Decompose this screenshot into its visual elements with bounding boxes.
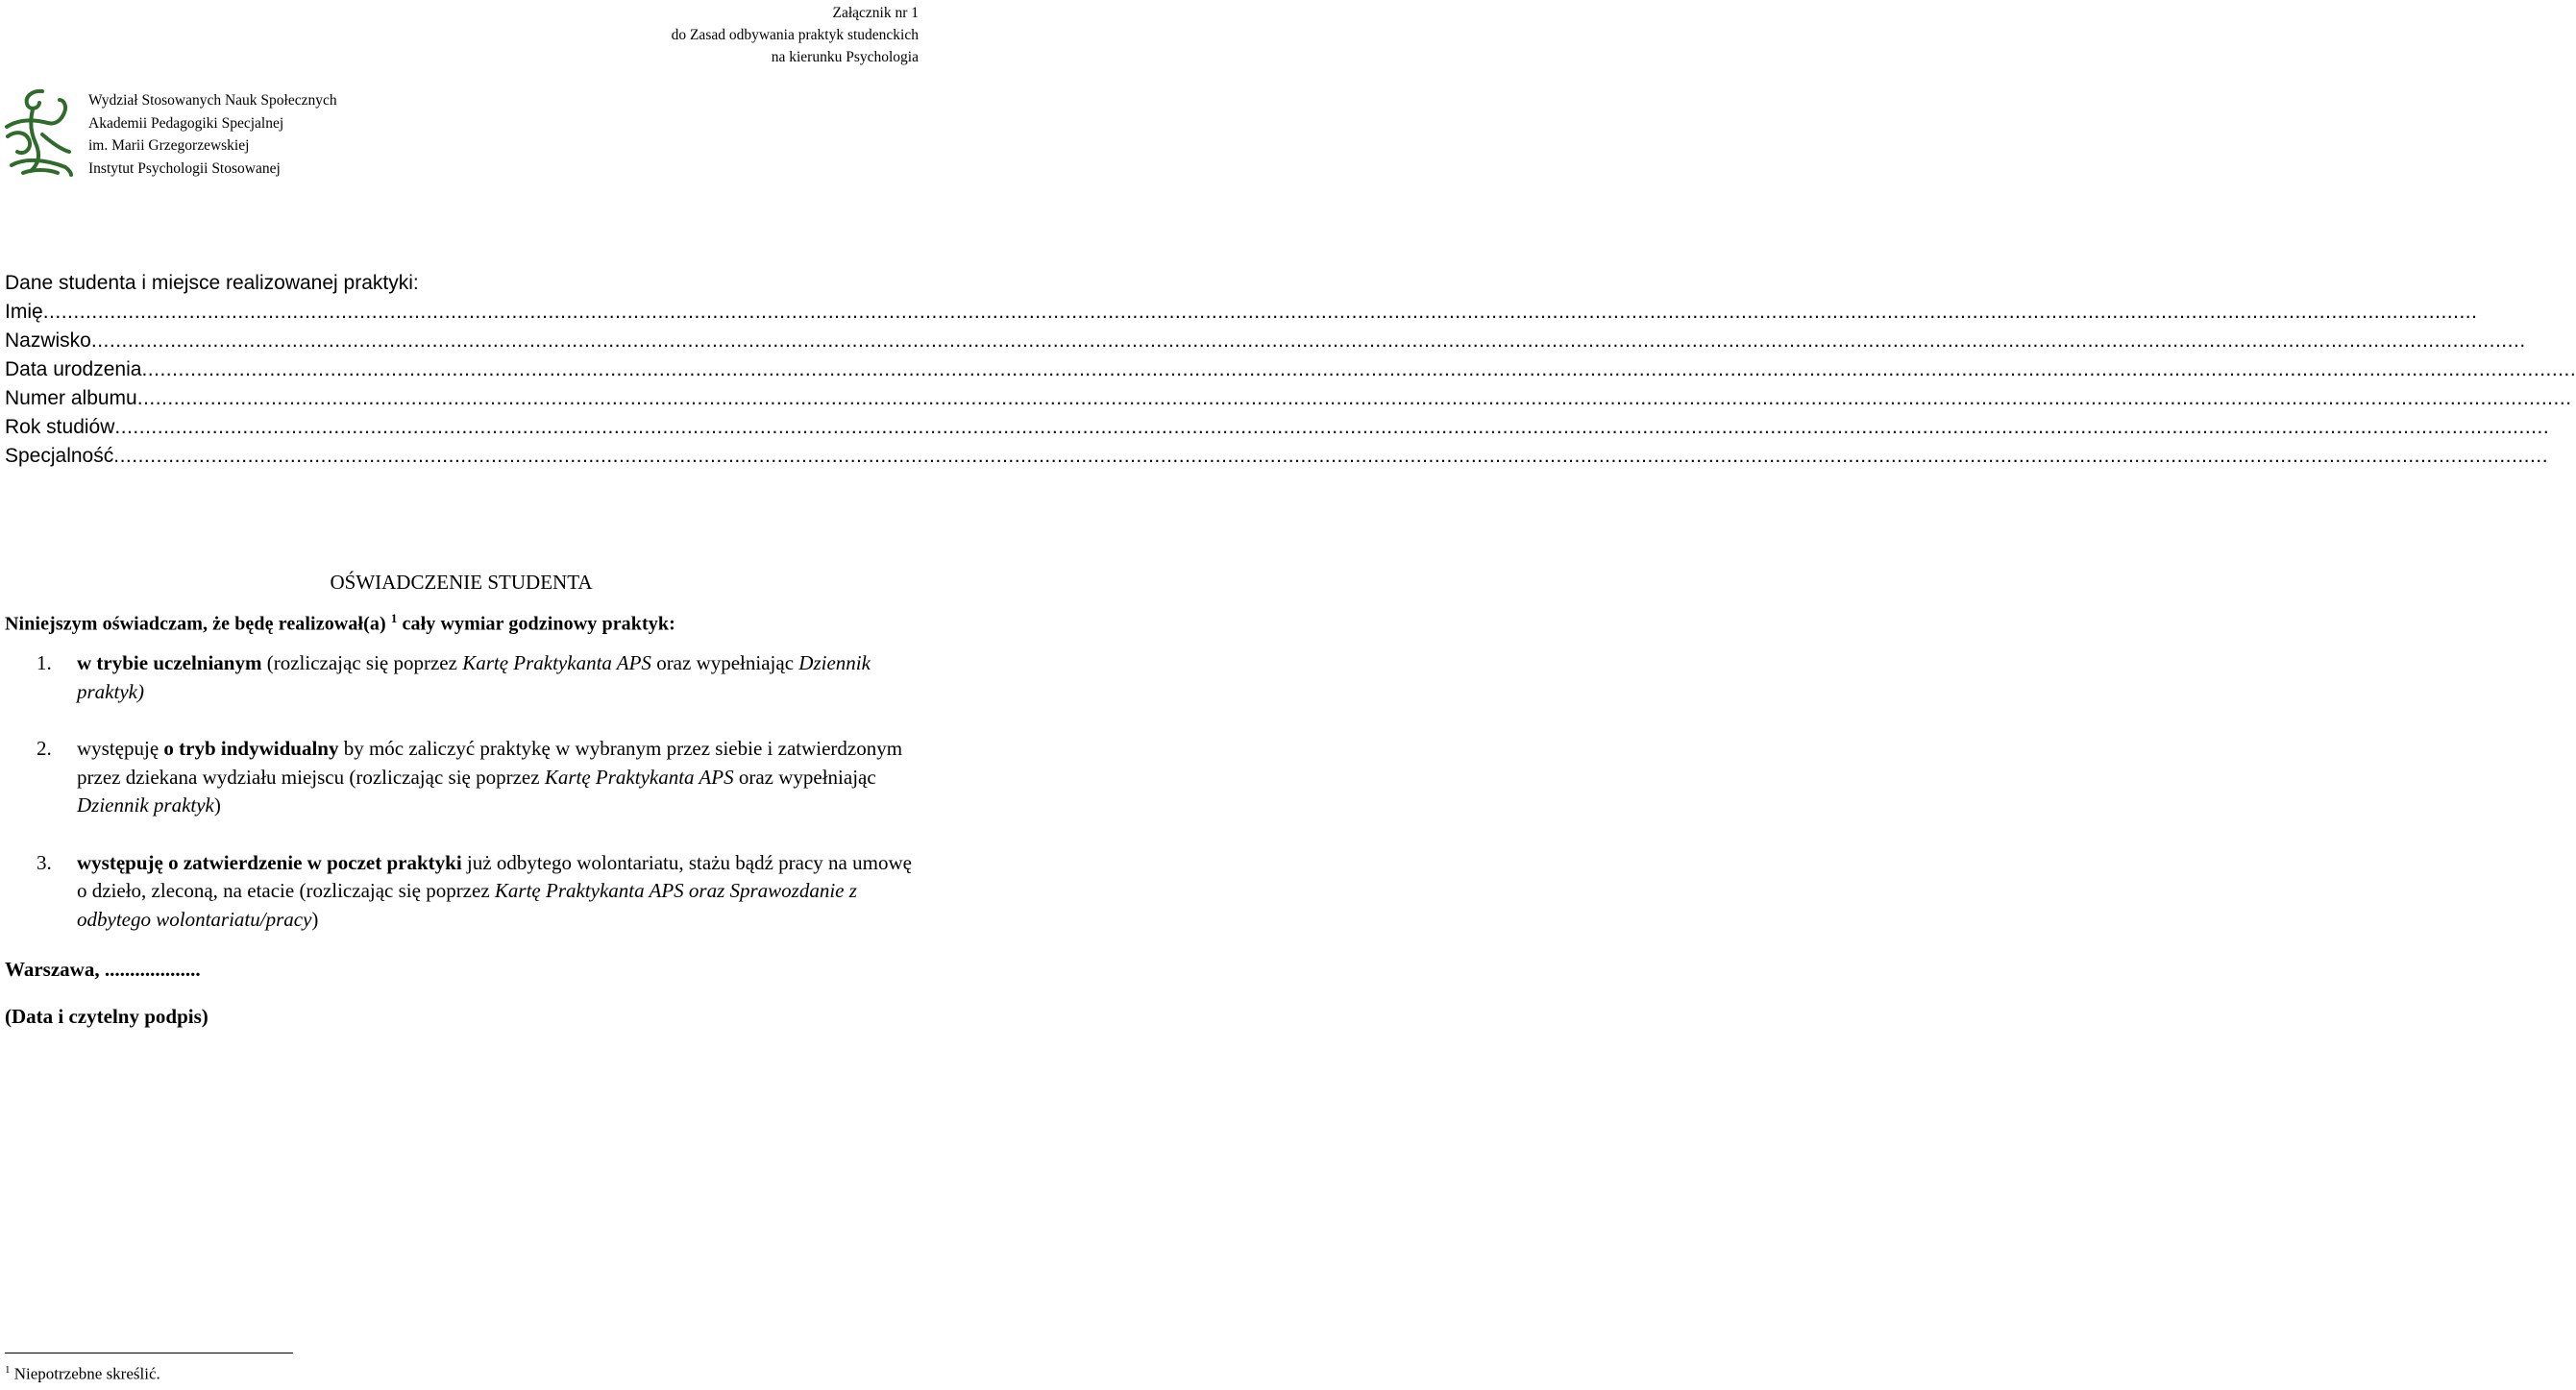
album-number-field[interactable] <box>5 384 2572 413</box>
study-year-field[interactable] <box>5 413 2550 442</box>
option-text: ) <box>213 793 221 817</box>
fill-in-line: ................................................................................................................................................................................................................................................................................................................................................................................................................ <box>114 416 2550 438</box>
surname-field[interactable] <box>5 327 2526 355</box>
option-text: występuję <box>77 737 164 760</box>
option-text: już odbytego wolontariatu, stażu bądź pracy na umowę o dzieło, zleconą, na etacie (rozliczając się poprzez <box>77 850 912 902</box>
footnote-reference: 1 <box>390 611 398 625</box>
institution-header <box>88 89 337 180</box>
specialty-field[interactable] <box>5 442 2549 471</box>
option-italic: Kartę Praktykanta APS <box>462 651 651 674</box>
attachment-line-3: na kierunku Psychologia <box>771 49 919 65</box>
option-number: 2. <box>37 737 52 760</box>
option-text: by móc zaliczyć praktykę w wybranym przez siebie i zatwierdzonym przez dziekana wydziału miejscu (rozliczając się poprzez <box>77 737 903 789</box>
institution-line-4: Instytut Psychologii Stosowanej <box>88 159 281 177</box>
option-bold: o tryb indywidualny <box>163 737 339 760</box>
institution-line-3: im. Marii Grzegorzewskiej <box>88 137 250 154</box>
practice-mode-options <box>5 649 915 963</box>
fill-in-line: ................................................................................................................................................................................................................................................................................................................................................................................................................ <box>42 301 2478 323</box>
attachment-line-1: Załącznik nr 1 <box>832 5 919 21</box>
declaration-intro-tail: cały wymiar godzinowy praktyk: <box>397 613 675 635</box>
footnote-text: Niepotrzebne skreślić. <box>10 1364 160 1383</box>
declaration-intro <box>5 611 918 636</box>
option-italic: Dziennik praktyk) <box>77 651 871 703</box>
fill-in-line: ................................................................................................................................................................................................................................................................................................................................................................................................................ <box>90 329 2526 352</box>
footnote-marker: 1 <box>5 1364 11 1376</box>
field-label: Imię <box>5 301 43 323</box>
option-text: oraz wypełniając <box>650 651 799 674</box>
option-bold: występuję o zatwierdzenie w poczet praktyki <box>77 850 462 874</box>
university-logo-icon <box>4 88 73 177</box>
field-label: Numer albumu <box>5 387 137 409</box>
institution-line-1: Wydział Stosowanych Nauk Społecznych <box>88 92 337 109</box>
option-italic: Dziennik praktyk <box>77 793 214 817</box>
option-individual-mode[interactable] <box>5 735 915 820</box>
field-label: Nazwisko <box>5 329 91 352</box>
option-italic: Kartę Praktykanta APS <box>544 765 734 789</box>
option-italic: Kartę Praktykanta APS oraz Sprawozdanie z odbytego wolontariatu/pracy <box>77 879 857 931</box>
option-university-mode[interactable] <box>5 649 915 706</box>
student-data-heading: Dane studenta i miejsce realizowanej praktyki: <box>5 272 419 294</box>
fill-in-line: ................................................................................................................................................................................................................................................................................................................................................................................................................ <box>136 387 2572 409</box>
declaration-intro-text: Niniejszym oświadczam, że będę realizował(a) <box>5 613 386 635</box>
attachment-line-2: do Zasad odbywania praktyk studenckich <box>671 27 919 43</box>
student-data-section <box>5 269 2576 471</box>
footnote <box>5 1364 160 1384</box>
option-text: ) <box>311 907 319 931</box>
option-recognition-mode[interactable] <box>5 849 915 935</box>
option-text: oraz wypełniając <box>733 765 876 789</box>
declaration-title: OŚWIADCZENIE STUDENTA <box>330 571 593 594</box>
name-field[interactable] <box>5 298 2478 327</box>
field-label: Rok studiów <box>5 416 115 438</box>
option-text: (rozliczając się poprzez <box>261 651 463 674</box>
signature-label: (Data i czytelny podpis) <box>5 1005 209 1028</box>
attachment-note <box>672 2 919 68</box>
fill-in-line: ................................................................................................................................................................................................................................................................................................................................................................................................................ <box>113 445 2549 467</box>
option-number: 3. <box>37 850 52 874</box>
fill-in-line: ................................................................................................................................................................................................................................................................................................................................................................................................................ <box>141 358 2576 380</box>
institution-line-2: Akademii Pedagogiki Specjalnej <box>88 114 284 132</box>
birth-date-field[interactable] <box>5 355 2576 384</box>
field-label: Data urodzenia <box>5 358 142 380</box>
option-number: 1. <box>37 651 52 674</box>
place-date-field[interactable]: Warszawa, ................... <box>5 958 201 981</box>
option-bold: w trybie uczelnianym <box>77 651 262 674</box>
field-label: Specjalność <box>5 445 114 467</box>
